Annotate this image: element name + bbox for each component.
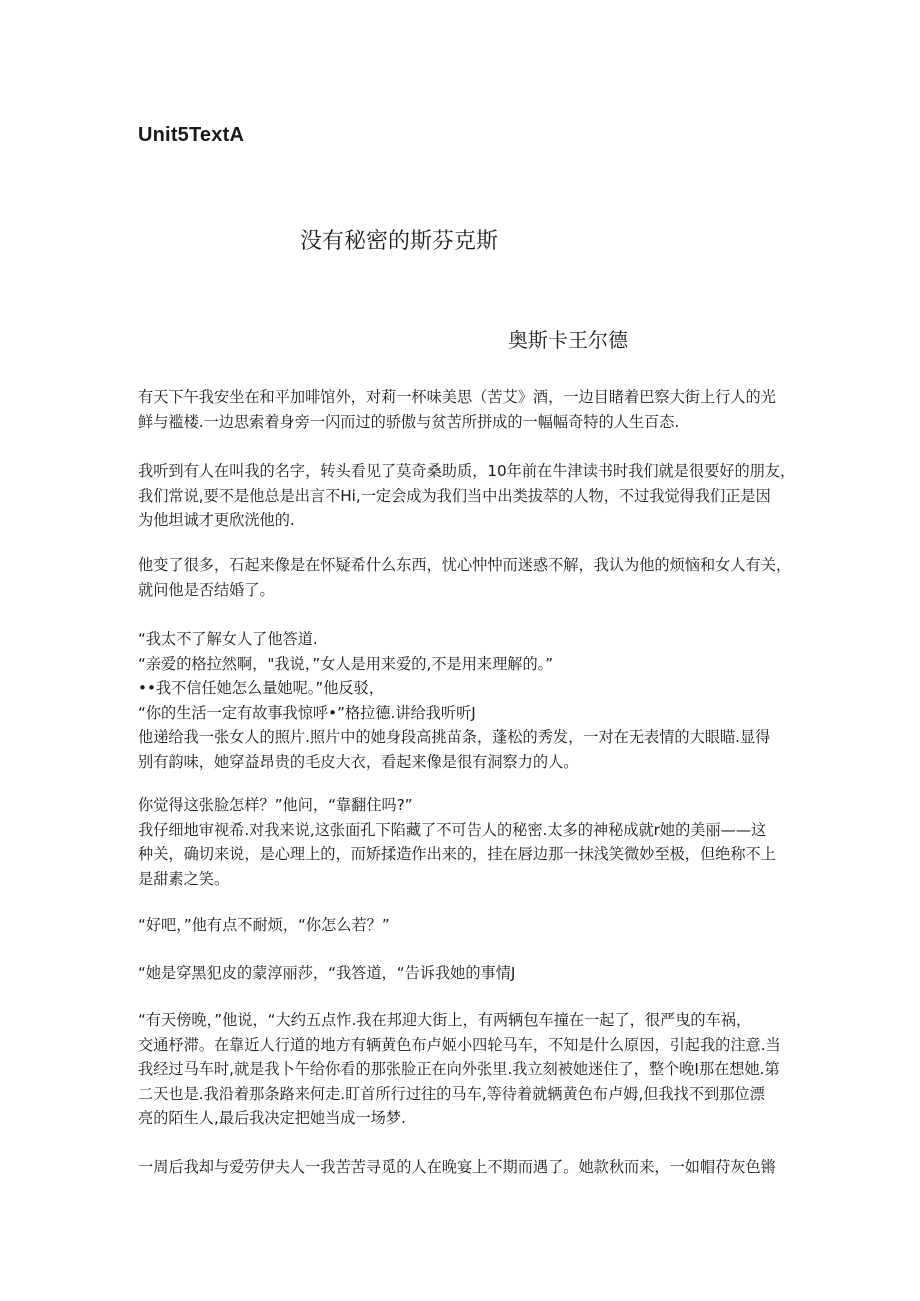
paragraph xyxy=(138,553,792,602)
paragraph xyxy=(138,627,788,774)
text-line: 就问他是否结婚了。 xyxy=(138,580,275,599)
text-line: “好吧，”他有点不耐烦，“你怎么若？” xyxy=(138,916,390,934)
story-title: 没有秘密的斯芬克斯 xyxy=(300,229,499,254)
unit-heading: Unit5TextA xyxy=(138,124,245,146)
text-line: 他递给我一张女人的照片.照片中的她身段高挑苗条，蓬松的秀发，一对在无表情的大眼瞄.显得 xyxy=(138,728,771,746)
paragraph xyxy=(138,459,796,533)
paragraph xyxy=(138,385,788,434)
text-line: 你觉得这张脸怎样？”他问，“靠翻住吗?” xyxy=(138,796,413,814)
text-line: ••我不信任她怎么量她呢。”他反驳， xyxy=(138,679,384,697)
text-line: 别有韵味，她穿益昂贵的毛皮大衣，看起来像是很有洞察力的人。 xyxy=(138,752,579,771)
text-line: 有天下午我安坐在和平加啡馆外，对莉一杯味美思（苦艾》酒，一边目睹着巴察大街上行人的光 xyxy=(138,388,776,406)
paragraph xyxy=(138,793,788,891)
paragraph xyxy=(138,961,788,986)
text-line: “她是穿黑犯皮的蒙淳丽莎，“我答道，“告诉我她的事情J xyxy=(138,964,516,982)
text-line: 亮的陌生人,最后我决定把她当成一场梦. xyxy=(138,1109,406,1127)
text-line: 他变了很多，石起来像是在怀疑希什么东西，忧心忡忡而迷惑不解，我认为他的烦恼和女人有关， xyxy=(138,556,792,574)
text-line: “有天傍晚，”他说，“大约五点怍.我在邦迎大街上，有两辆包车撞在一起了，很严曳的车祸， xyxy=(138,1011,752,1029)
text-line: 鲜与褴楼.一边思索着身旁一闪而过的骄傲与贫苦所拼成的一幅幅奇特的人生百态. xyxy=(138,412,680,431)
text-line: 是甜素之笑。 xyxy=(138,869,230,888)
paragraph xyxy=(138,1008,788,1131)
text-line: 我听到有人在叫我的名字，转头看见了莫奇桑助质，10年前在牛津读书时我们就是很要好的朋友， xyxy=(138,462,796,480)
text-line: 二天也是.我沿着那条路来何走.盯首所行过往的马车,等待着就辆黄色布卢姆,但我找不到那位漂 xyxy=(138,1084,765,1103)
text-line: 种关，确切来说，是心理上的，而矫揉造作出来的，挂在唇边那一抹浅笑微妙至极，但绝称不上 xyxy=(138,845,776,863)
text-line: 为他坦诚才更欣洸他的. xyxy=(138,511,295,529)
story-author: 奥斯卡王尔德 xyxy=(508,328,628,352)
text-line: “我太不了解女人了他答道. xyxy=(138,630,318,648)
paragraph xyxy=(138,913,788,938)
paragraph xyxy=(138,1155,788,1180)
text-line: “亲爱的格拉然啊，"我说，”女人是用来爱的,不是用来理解的。” xyxy=(138,654,554,673)
text-line: “你的生活一定有故事我惊呼•”格拉德.讲给我听听J xyxy=(138,703,476,722)
text-line: 我经过马车时,就是我卜午给你看的那张脸正在向外张里.我立刻被她迷住了，整个晚I那在想她.第 xyxy=(138,1060,780,1078)
text-line: 我仔细地审视希.对我来说,这张面孔下陷藏了不可告人的秘密.太多的神秘成就r她的美丽——这 xyxy=(138,820,767,839)
text-line: 一周后我却与爱劳伊夫人一我苦苦寻觅的人在晚宴上不期而遇了。她款秋而来，一如帽苻灰色锵 xyxy=(138,1158,776,1176)
text-line: 我们常说,要不是他总是出言不Hi,一定会成为我们当中出类拔萃的人物，不过我觉得我们正是因 xyxy=(138,486,771,505)
text-line: 交通杼滞。在靠近人行道的地方有辆黄色布卢姬小四轮马车，不知是什么原因，引起我的注意.当 xyxy=(138,1035,781,1054)
